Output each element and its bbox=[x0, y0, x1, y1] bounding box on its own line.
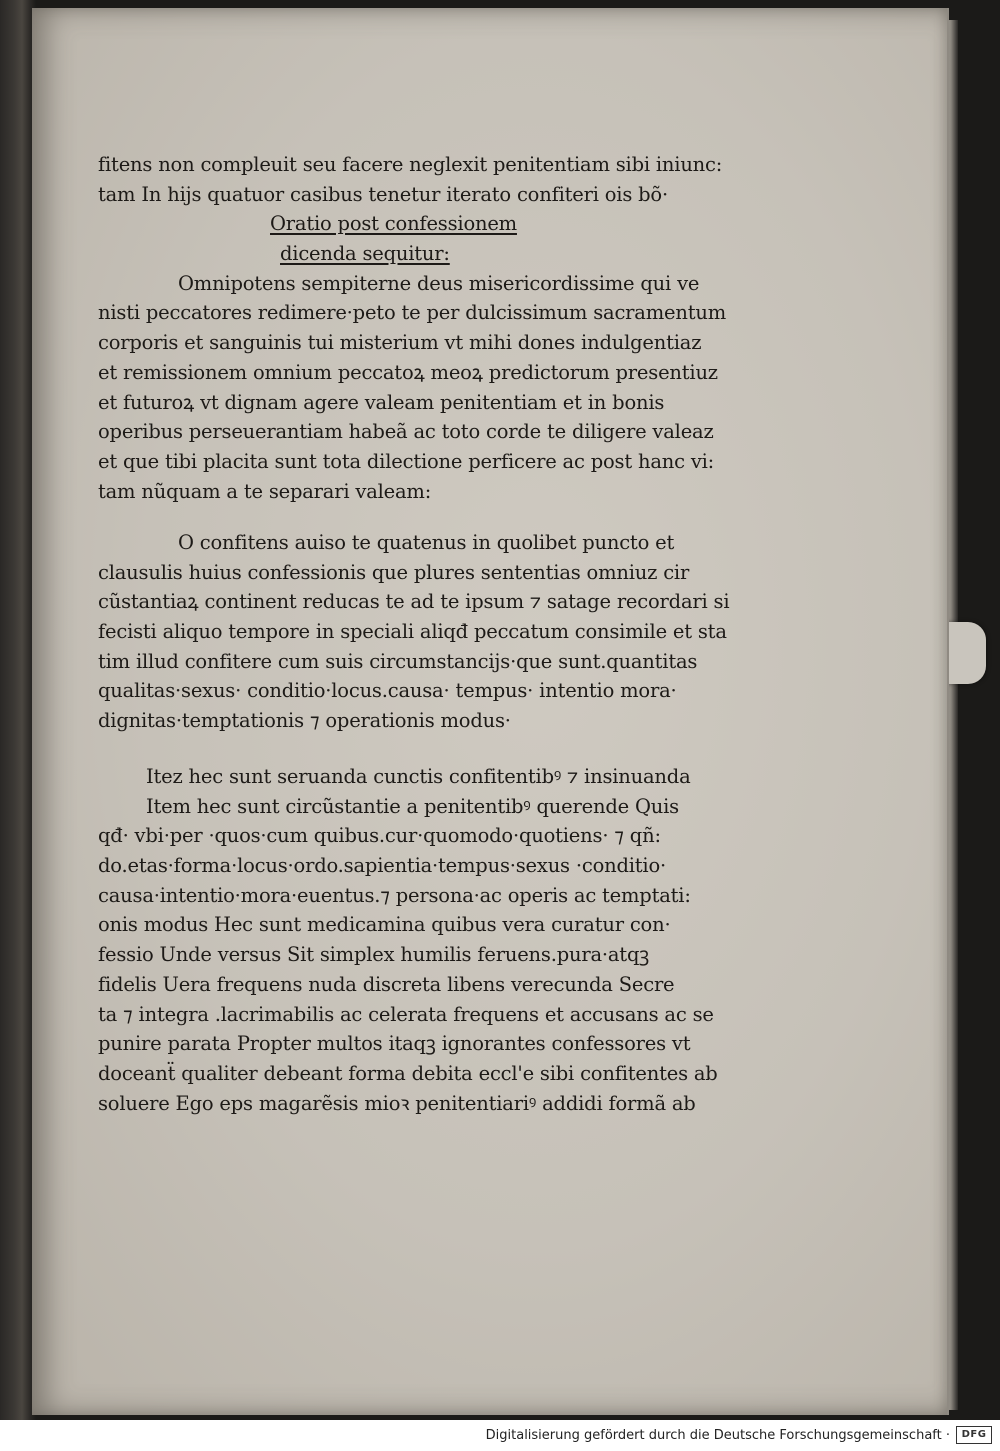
text-line: tim illud confitere cum suis circumstancijs·que sunt.quantitas bbox=[98, 649, 698, 673]
text-line: causa·intentio·mora·euentus.⁊ persona·ac operis ac temptati: bbox=[98, 883, 691, 907]
text-line: fessio Unde versus Sit simplex humilis feruens.pura·atqꝫ bbox=[98, 943, 649, 967]
text-line: nisti peccatores redimere·peto te per dulcissimum sacramentum bbox=[98, 301, 726, 325]
text-line: soluere Ego eps magarẽsis mioꝛ penitentiariꝰ addidi formã ab bbox=[98, 1091, 696, 1115]
text-line: tam In hijs quatuor casibus tenetur iterato confiteri ois bõ· bbox=[98, 182, 668, 206]
text-line: et que tibi placita sunt tota dilectione perficere ac post hanc vi: bbox=[98, 449, 715, 473]
text-line: et remissionem omnium peccatoꝝ meoꝝ predictorum presentiuz bbox=[98, 360, 718, 384]
footer-bar bbox=[0, 1420, 1000, 1451]
text-line: corporis et sanguinis tui misterium vt mihi dones indulgentiaz bbox=[98, 331, 702, 355]
text-line: fecisti aliquo tempore in speciali aliqđ peccatum consimile et sta bbox=[98, 620, 727, 644]
text-line: punire parata Propter multos itaqꝫ ignorantes confessores vt bbox=[98, 1032, 691, 1056]
page-tab-marker bbox=[944, 622, 986, 684]
text-line: operibus perseuerantiam habeã ac toto corde te diligere valeaz bbox=[98, 420, 714, 444]
funding-credit: Digitalisierung gefördert durch die Deutsche Forschungsgemeinschaft · bbox=[485, 1428, 950, 1443]
text-block-1 bbox=[98, 150, 778, 506]
text-line: clausulis huius confessionis que plures sententias omniuz cir bbox=[98, 560, 690, 584]
paragraph-opening-line: Itez hec sunt seruanda cunctis confitentibꝰ ⁊ insinuanda bbox=[146, 765, 691, 788]
text-line: Item hec sunt circũstantie a penitentibꝰ querende Quis bbox=[146, 794, 679, 818]
text-line: doceanẗ qualiter debeant forma debita eccl'e sibi confitentes ab bbox=[98, 1061, 718, 1085]
text-line: onis modus Hec sunt medicamina quibus vera curatur con· bbox=[98, 913, 671, 937]
paragraph-opening-line: Omnipotens sempiterne deus misericordissime qui ve bbox=[178, 271, 700, 295]
text-line: qualitas·sexus· conditio·locus.causa· tempus· intentio mora· bbox=[98, 679, 677, 703]
section-heading: Oratio post confessionem bbox=[270, 212, 517, 236]
text-line: qđ· vbi·per ·quos·cum quibus.cur·quomodo·quotiens· ⁊ qñ: bbox=[98, 824, 661, 848]
section-heading-continued: dicenda sequitur: bbox=[280, 242, 450, 266]
text-line: fidelis Uera frequens nuda discreta libens verecunda Secre bbox=[98, 972, 675, 996]
text-block-2 bbox=[98, 528, 778, 736]
text-line: et futuroꝝ vt dignam agere valeam penitentiam et in bonis bbox=[98, 390, 665, 414]
text-line: dignitas·temptationis ⁊ operationis modus· bbox=[98, 709, 511, 733]
text-line: do.etas·forma·locus·ordo.sapientia·tempus·sexus ·conditio· bbox=[98, 854, 667, 878]
text-line: tam nũquam a te separari valeam: bbox=[98, 479, 432, 503]
text-block-3 bbox=[98, 762, 778, 1118]
text-line: fitens non compleuit seu facere neglexit penitentiam sibi iniunc: bbox=[98, 153, 723, 176]
text-line: cũstantiaꝝ continent reducas te ad te ipsum ⁊ satage recordari si bbox=[98, 590, 730, 614]
paragraph-opening-line: O confitens auiso te quatenus in quolibet puncto et bbox=[178, 531, 675, 554]
text-line: ta ⁊ integra .lacrimabilis ac celerata frequens et accusans ac se bbox=[98, 1002, 714, 1026]
dfg-logo-icon: DFG bbox=[956, 1426, 992, 1444]
